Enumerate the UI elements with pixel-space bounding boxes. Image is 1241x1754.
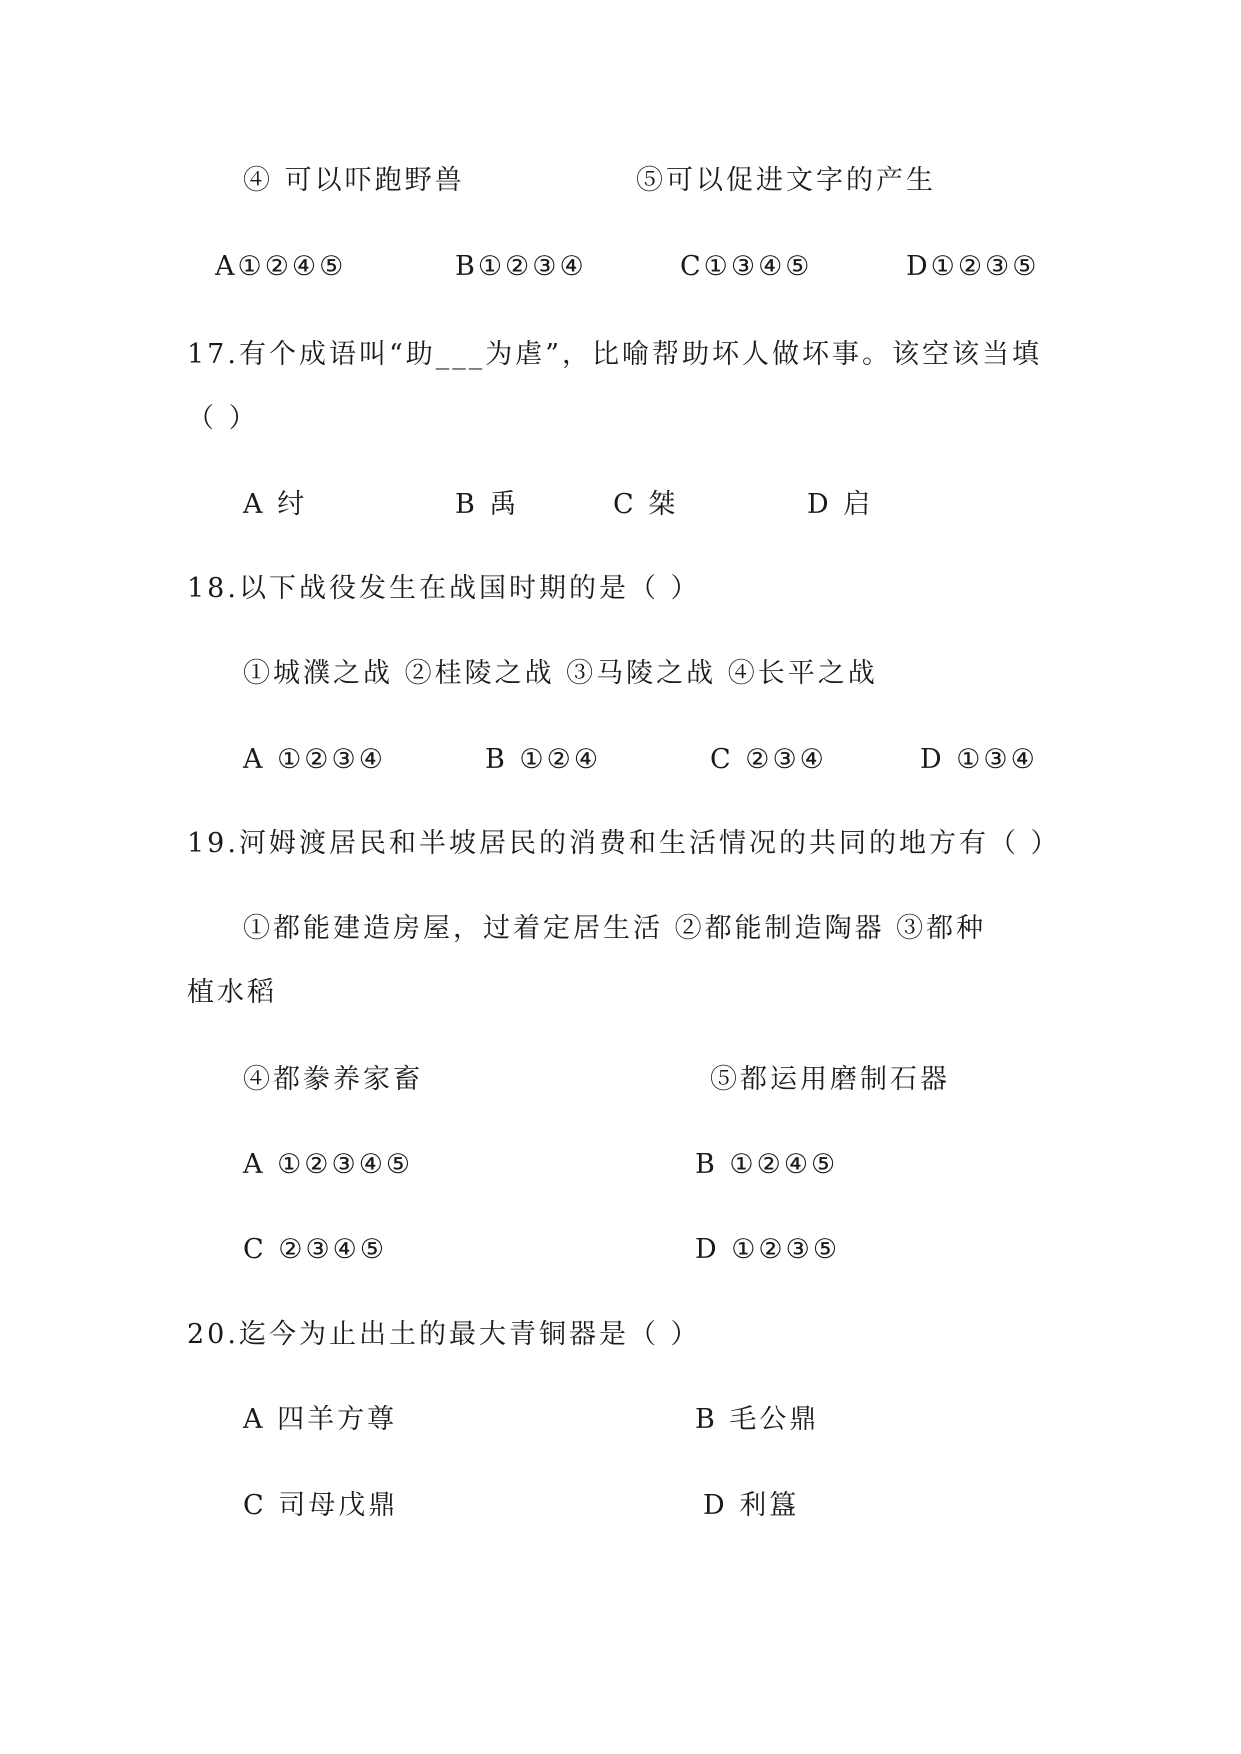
q17-stem: 17.有个成语叫“助___为虐”，比喻帮助坏人做坏事。该空该当填 bbox=[187, 339, 1043, 370]
q19-item-5: ⑤都运用磨制石器 bbox=[710, 1064, 950, 1095]
q18-stem: 18.以下战役发生在战国时期的是（ ） bbox=[187, 573, 701, 604]
q19-choice-d: D ①②③⑤ bbox=[695, 1234, 841, 1265]
q16-choice-b: B①②③④ bbox=[455, 251, 587, 282]
q16-option-4: ④ 可以吓跑野兽 bbox=[243, 165, 465, 196]
q20-choice-c: C 司母戊鼎 bbox=[243, 1490, 399, 1521]
q16-option-5: ⑤可以促进文字的产生 bbox=[636, 165, 936, 196]
q17-choice-d: D 启 bbox=[807, 489, 874, 520]
q20-stem: 20.迄今为止出土的最大青铜器是（ ） bbox=[187, 1319, 701, 1350]
q18-choice-d: D ①③④ bbox=[920, 744, 1038, 775]
q16-choice-a: A①②④⑤ bbox=[215, 251, 347, 282]
q19-stem: 19.河姆渡居民和半坡居民的消费和生活情况的共同的地方有（ ） bbox=[187, 828, 1061, 859]
q19-choice-c: C ②③④⑤ bbox=[243, 1234, 388, 1265]
q18-choice-c: C ②③④ bbox=[710, 744, 827, 775]
q17-choice-a: A 纣 bbox=[243, 489, 308, 520]
q19-choice-b: B ①②④⑤ bbox=[695, 1149, 839, 1180]
q18-choice-a: A ①②③④ bbox=[243, 744, 386, 775]
q17-paren: （ ） bbox=[187, 403, 259, 434]
q16-choice-c: C①③④⑤ bbox=[680, 251, 813, 282]
q17-choice-c: C 桀 bbox=[613, 489, 679, 520]
q20-choice-a: A 四羊方尊 bbox=[243, 1404, 398, 1435]
q19-item-4: ④都豢养家畜 bbox=[243, 1064, 423, 1095]
q19-choice-a: A ①②③④⑤ bbox=[243, 1149, 414, 1180]
q18-items: ①城濮之战 ②桂陵之战 ③马陵之战 ④长平之战 bbox=[243, 658, 878, 689]
q19-items-line1: ①都能建造房屋，过着定居生活 ②都能制造陶器 ③都种 bbox=[243, 913, 987, 944]
q16-choice-d: D①②③⑤ bbox=[906, 251, 1040, 282]
q20-choice-d: D 利簋 bbox=[703, 1490, 800, 1521]
q19-items-line2: 植水稻 bbox=[187, 977, 277, 1008]
q18-choice-b: B ①②④ bbox=[485, 744, 602, 775]
q17-choice-b: B 禹 bbox=[455, 489, 520, 520]
q20-choice-b: B 毛公鼎 bbox=[695, 1404, 820, 1435]
